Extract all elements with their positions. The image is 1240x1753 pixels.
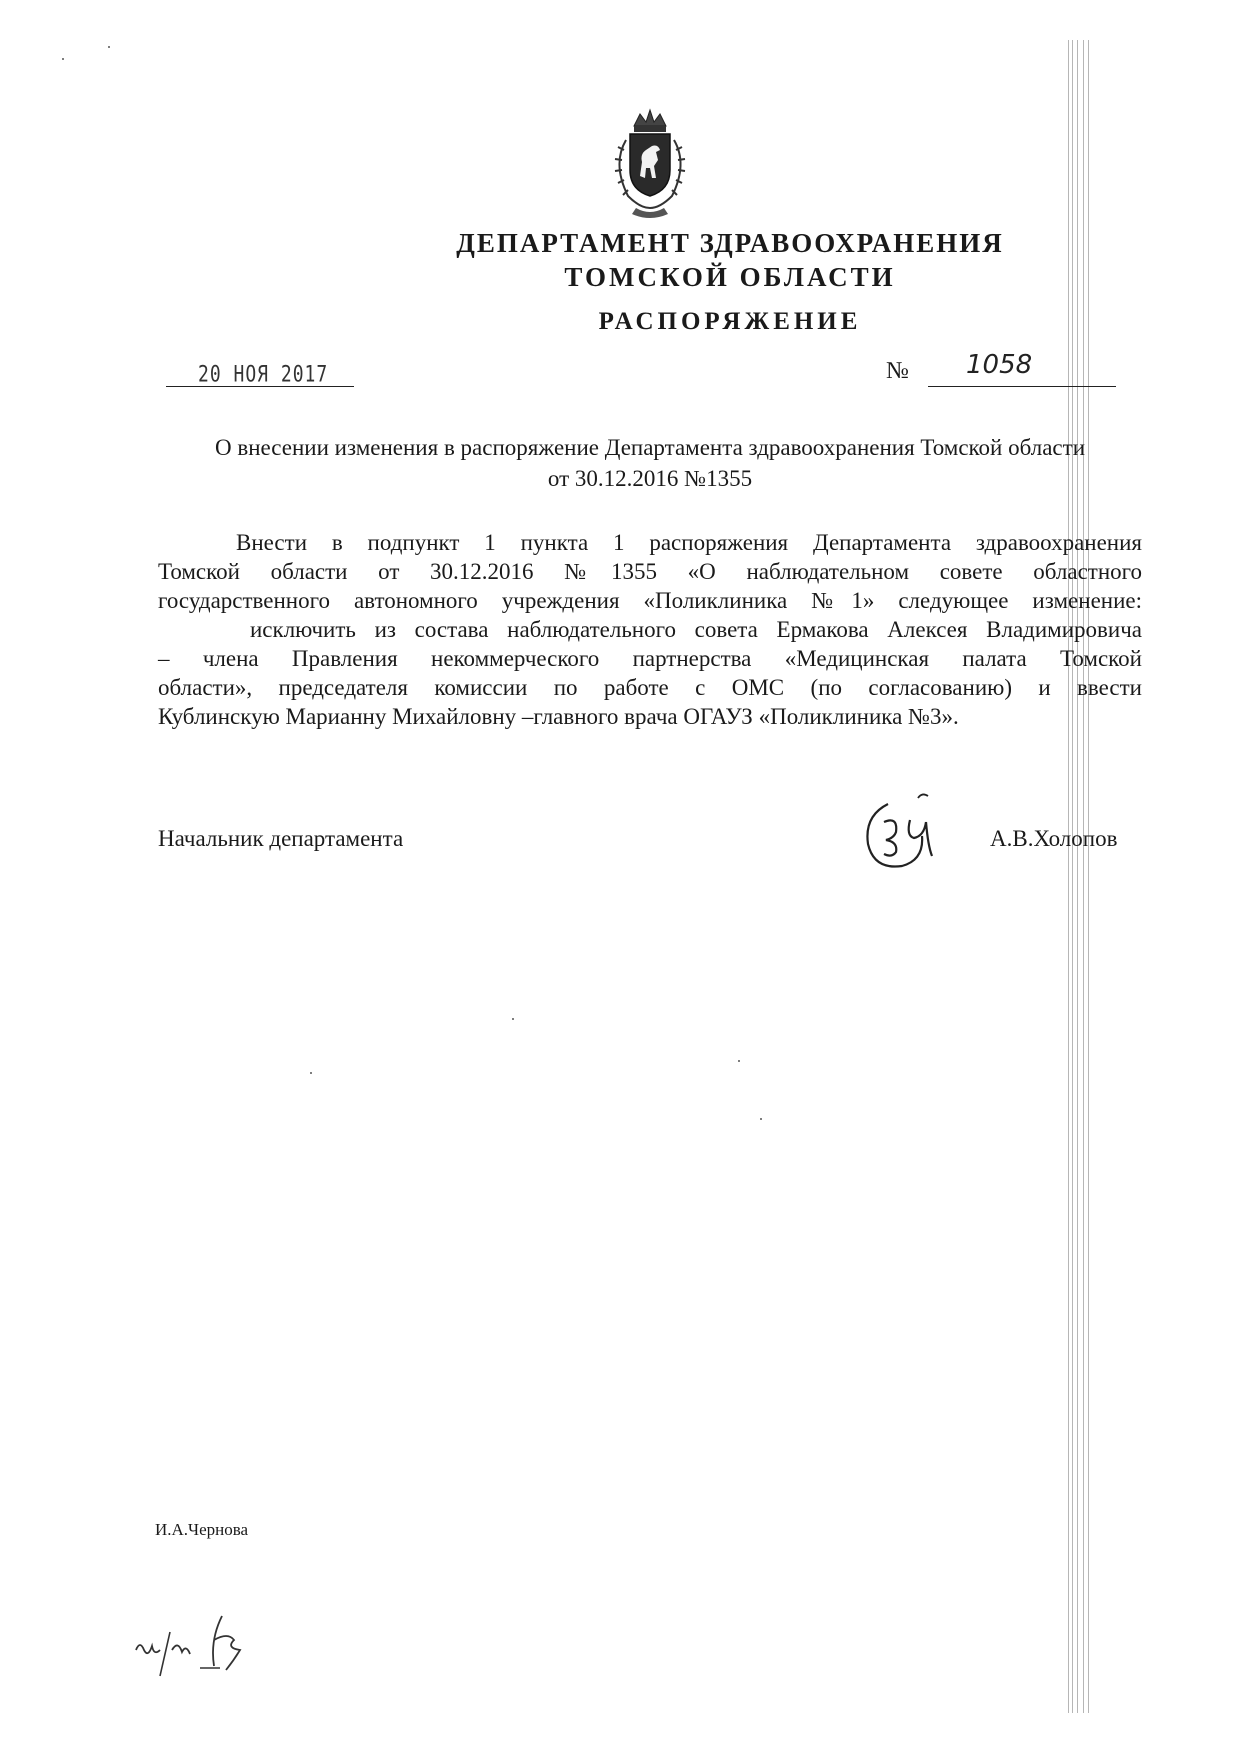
handwritten-note <box>130 1610 270 1680</box>
scan-speck <box>760 1118 762 1120</box>
document-type-title: РАСПОРЯЖЕНИЕ <box>598 308 862 335</box>
department-name-line2: ТОМСКОЙ ОБЛАСТИ <box>564 262 896 292</box>
document-number: 1058 <box>966 350 1033 380</box>
body-line: Кублинскую Марианну Михайловну –главного врача ОГАУЗ «Поликлиника №3». <box>158 704 959 729</box>
body-line: Томской области от 30.12.2016 №1355 «О наблюдательном совете областного <box>158 559 1142 584</box>
scan-speck <box>512 1018 514 1020</box>
signatory-position: Начальник департамента <box>158 826 404 851</box>
scan-speck <box>62 58 64 60</box>
department-name-line1: ДЕПАРТАМЕНТ ЗДРАВООХРАНЕНИЯ <box>456 228 1004 258</box>
handwritten-signature <box>858 786 958 876</box>
scan-speck <box>738 1060 740 1062</box>
scan-speck <box>310 1072 312 1074</box>
body-line: исключить из состава наблюдательного совета Ермакова Алексея Владимировича <box>250 617 1142 642</box>
body-line: государственного автономного учреждения «Поликлиника №1» следующее изменение: <box>158 588 1142 613</box>
signatory-name: А.В.Холопов <box>990 826 1118 851</box>
subject-line: О внесении изменения в распоряжение Департамента здравоохранения Томской области <box>214 435 1086 460</box>
executor-name: И.А.Чернова <box>155 1520 249 1539</box>
scan-speck <box>108 46 110 48</box>
date-stamp: 20 НОЯ 2017 <box>198 361 329 388</box>
number-sign: № <box>886 358 909 384</box>
tomsk-coat-of-arms-icon <box>590 104 710 222</box>
body-line: Внести в подпункт 1 пункта 1 распоряжения Департамента здравоохранения <box>236 530 1142 555</box>
subject-line: от 30.12.2016 №1355 <box>547 466 753 491</box>
body-line: – члена Правления некоммерческого партнерства «Медицинская палата Томской <box>158 646 1142 671</box>
body-line: области», председателя комиссии по работе с ОМС (по согласованию) и ввести <box>158 675 1142 700</box>
